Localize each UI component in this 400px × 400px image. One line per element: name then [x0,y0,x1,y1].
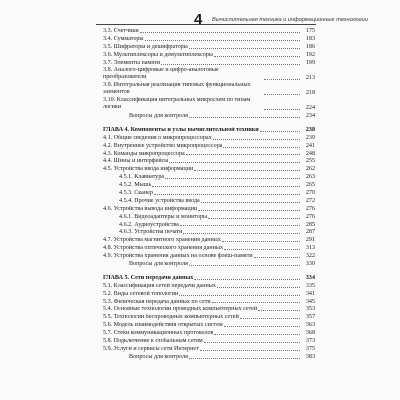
toc-entry-page: 276 [305,205,315,212]
toc-entry-page: 234 [305,112,315,119]
dot-leader [213,139,300,140]
toc-entry [103,204,315,212]
toc-entry [103,344,315,352]
dot-leader [214,334,300,335]
dot-leader [223,147,300,148]
toc-entry-title: 3.10. Классификация интегральных микросхем по типам логики [103,97,251,111]
toc-entry-title: 4.5.2. Мышь [119,182,152,189]
toc-entry [103,181,315,189]
toc-entry-title: 4.5.1. Клавиатура [119,174,165,181]
dot-leader [260,131,300,132]
toc-entry [103,165,315,173]
toc-chapter-4 [103,125,315,133]
toc-entry-page: 199 [305,60,315,67]
dot-leader [194,279,300,280]
toc-entry [103,220,315,228]
toc-entry-page: 291 [305,237,315,244]
toc-entry [103,289,315,297]
toc-entry [103,352,315,360]
toc-entry-page: 335 [305,282,315,289]
toc-entry-title: 4.7. Устройства магнитного хранения данных [103,237,221,244]
dot-leader [222,241,300,242]
dot-leader [194,170,300,171]
toc-section-chapter5 [103,281,315,360]
toc-entry-title: 5.3. Физическая передача данных по сети [103,298,211,305]
toc-entry [103,196,315,204]
toc-entry-page: 272 [305,197,315,204]
dot-leader [154,194,300,195]
toc-entry [103,96,315,111]
toc-entry [103,157,315,165]
toc-entry-title: 5.1. Классификация сетей передачи данных [103,282,216,289]
toc-entry [103,228,315,236]
toc-entry-page: 255 [305,158,315,165]
toc-entry-title: 3.4. Сумматоры [103,36,144,43]
toc-entry-title: Вопросы для контроля [129,260,188,267]
toc-entry-title: 5.8. Подключение к глобальным сетям [103,337,203,344]
toc-entry-page: 183 [305,36,315,43]
toc-entry [103,313,315,321]
running-title: Вычислительная техника и информационные технологии [212,17,368,23]
chapter-page: 334 [305,274,315,281]
dot-leader [189,358,300,359]
dot-leader [189,117,300,118]
toc-entry-page: 192 [305,52,315,59]
toc-entry-page: 175 [305,28,315,35]
toc-entry-page: 373 [305,337,315,344]
dot-leader [169,162,300,163]
toc-entry [103,259,315,267]
toc-entry-title: 4.9. Устройства хранения данных на основе флеш-памяти [103,253,253,260]
dot-leader [165,178,300,179]
toc-entry-page: 353 [305,306,315,313]
dot-leader [201,202,300,203]
dot-leader [240,318,300,319]
toc-entry [103,173,315,181]
toc-entry-title: 4.8. Устройства оптического хранения данных [103,245,223,252]
toc-entry-title: 4.5.3. Сканер [119,189,153,196]
toc-entry-page: 248 [305,150,315,157]
dot-leader [198,210,300,211]
toc-entry-page: 213 [305,75,315,82]
page-number: 4 [194,11,203,28]
dot-leader [212,302,300,303]
toc-entry-title: 5.7. Стеки коммуникационных протоколов [103,330,214,337]
toc-entry-title: 4.2. Внутреннее устройство микропроцессора [103,142,223,149]
toc-entry [103,66,315,81]
toc-entry [103,212,315,220]
toc-entry-title: 4.6. Устройства вывода информации [103,205,198,212]
dot-leader [264,79,300,80]
toc-entry-page: 270 [305,189,315,196]
toc-entry [103,329,315,337]
toc-entry-page: 262 [305,166,315,173]
toc-entry-title: 5.4. Основные технологии проводных компьютерных сетей [103,306,258,313]
toc-entry [103,188,315,196]
dot-leader [140,32,300,33]
toc-entry-page: 241 [305,142,315,149]
toc-entry [103,244,315,252]
toc-entry [103,111,315,119]
toc-entry-page: 341 [305,290,315,297]
toc-entry-title: 3.3. Счетчики [103,28,139,35]
toc-entry-title: Вопросы для контроля [129,112,188,119]
toc-entry-page: 363 [305,322,315,329]
toc-entry-title: 3.9. Интегральная реализация типовых функциональных элементов [103,82,251,96]
page-header [96,8,368,28]
dot-leader [200,350,300,351]
toc-entry [103,81,315,96]
chapter-title: ГЛАВА 4. Компоненты и узлы вычислительной техники [103,126,259,133]
toc-entry-page: 239 [305,134,315,141]
table-of-contents [103,27,315,360]
toc-entry-title: 3.7. Элементы памяти [103,60,161,67]
toc-section-chapter3-end [103,27,315,119]
toc-entry-page: 375 [305,345,315,352]
toc-entry-page: 263 [305,174,315,181]
toc-entry-page: 285 [305,221,315,228]
toc-entry-page: 265 [305,182,315,189]
dot-leader [161,64,300,65]
toc-entry [103,236,315,244]
dot-leader [258,310,300,311]
toc-entry-title: 4.5. Устройства ввода информации [103,166,194,173]
toc-entry-title: 5.6. Модель взаимодействия открытых систем [103,322,223,329]
toc-entry [103,321,315,329]
toc-entry-page: 186 [305,44,315,51]
toc-entry [103,305,315,313]
toc-entry-title: 4.4. Шины и интерфейсы [103,158,169,165]
toc-entry-page: 313 [305,245,315,252]
dot-leader [214,56,300,57]
toc-entry-title: Вопросы для контроля [129,353,188,360]
dot-leader [180,225,300,226]
dot-leader [208,218,300,219]
toc-entry [103,337,315,345]
dot-leader [183,233,300,234]
toc-entry [103,27,315,35]
dot-leader [264,94,300,95]
toc-entry-title: 3.5. Шифраторы и дешифраторы [103,44,188,51]
dot-leader [189,48,300,49]
toc-entry-title: 5.9. Услуги и сервисы сети Интернет [103,345,199,352]
toc-entry [103,141,315,149]
toc-entry [103,133,315,141]
toc-entry-page: 224 [305,105,315,112]
dot-leader [186,154,300,155]
toc-entry-title: 3.8. Аналого-цифровые и цифро-аналоговые преобразователи [103,67,219,81]
dot-leader [204,342,300,343]
toc-section-chapter4 [103,133,315,267]
dot-leader [179,295,300,296]
toc-entry-title: 5.2. Виды сетевой топологии [103,290,179,297]
toc-entry-page: 330 [305,260,315,267]
toc-entry-title: 3.6. Мультиплексоры и демультиплексоры [103,52,213,59]
toc-entry [103,149,315,157]
toc-entry-page: 322 [305,253,315,260]
toc-entry-title: 4.1. Общие сведения о микропроцессорах [103,134,212,141]
toc-entry-page: 368 [305,330,315,337]
toc-entry-title: 4.6.3. Устройства печати [119,229,183,236]
dot-leader [264,109,300,110]
dot-leader [224,249,300,250]
dot-leader [254,257,300,258]
dot-leader [145,40,300,41]
dot-leader [189,265,300,266]
toc-entry [103,281,315,289]
chapter-title: ГЛАВА 5. Сети передачи данных [103,274,194,281]
dot-leader [152,186,300,187]
toc-entry-title: 4.3. Команды микропроцессора [103,150,185,157]
toc-entry-title: 4.6.2. Аудиоустройства [119,221,179,228]
toc-entry-page: 383 [305,353,315,360]
toc-entry [103,252,315,260]
chapter-page: 238 [305,126,315,133]
toc-entry-page: 287 [305,229,315,236]
toc-entry-title: 4.6.1. Видеоадаптеры и мониторы [119,213,208,220]
toc-entry-title: 5.5. Технологии беспроводных компьютерных сетей [103,314,239,321]
toc-entry [103,51,315,59]
dot-leader [224,326,300,327]
toc-chapter-5 [103,273,315,281]
toc-entry [103,297,315,305]
toc-entry-page: 345 [305,298,315,305]
toc-entry [103,59,315,67]
toc-entry-page: 357 [305,314,315,321]
toc-entry [103,43,315,51]
toc-entry-title: 4.5.4. Прочие устройства ввода [119,197,200,204]
dot-leader [217,287,300,288]
toc-entry-page: 276 [305,213,315,220]
toc-entry-page: 218 [305,90,315,97]
toc-entry [103,35,315,43]
